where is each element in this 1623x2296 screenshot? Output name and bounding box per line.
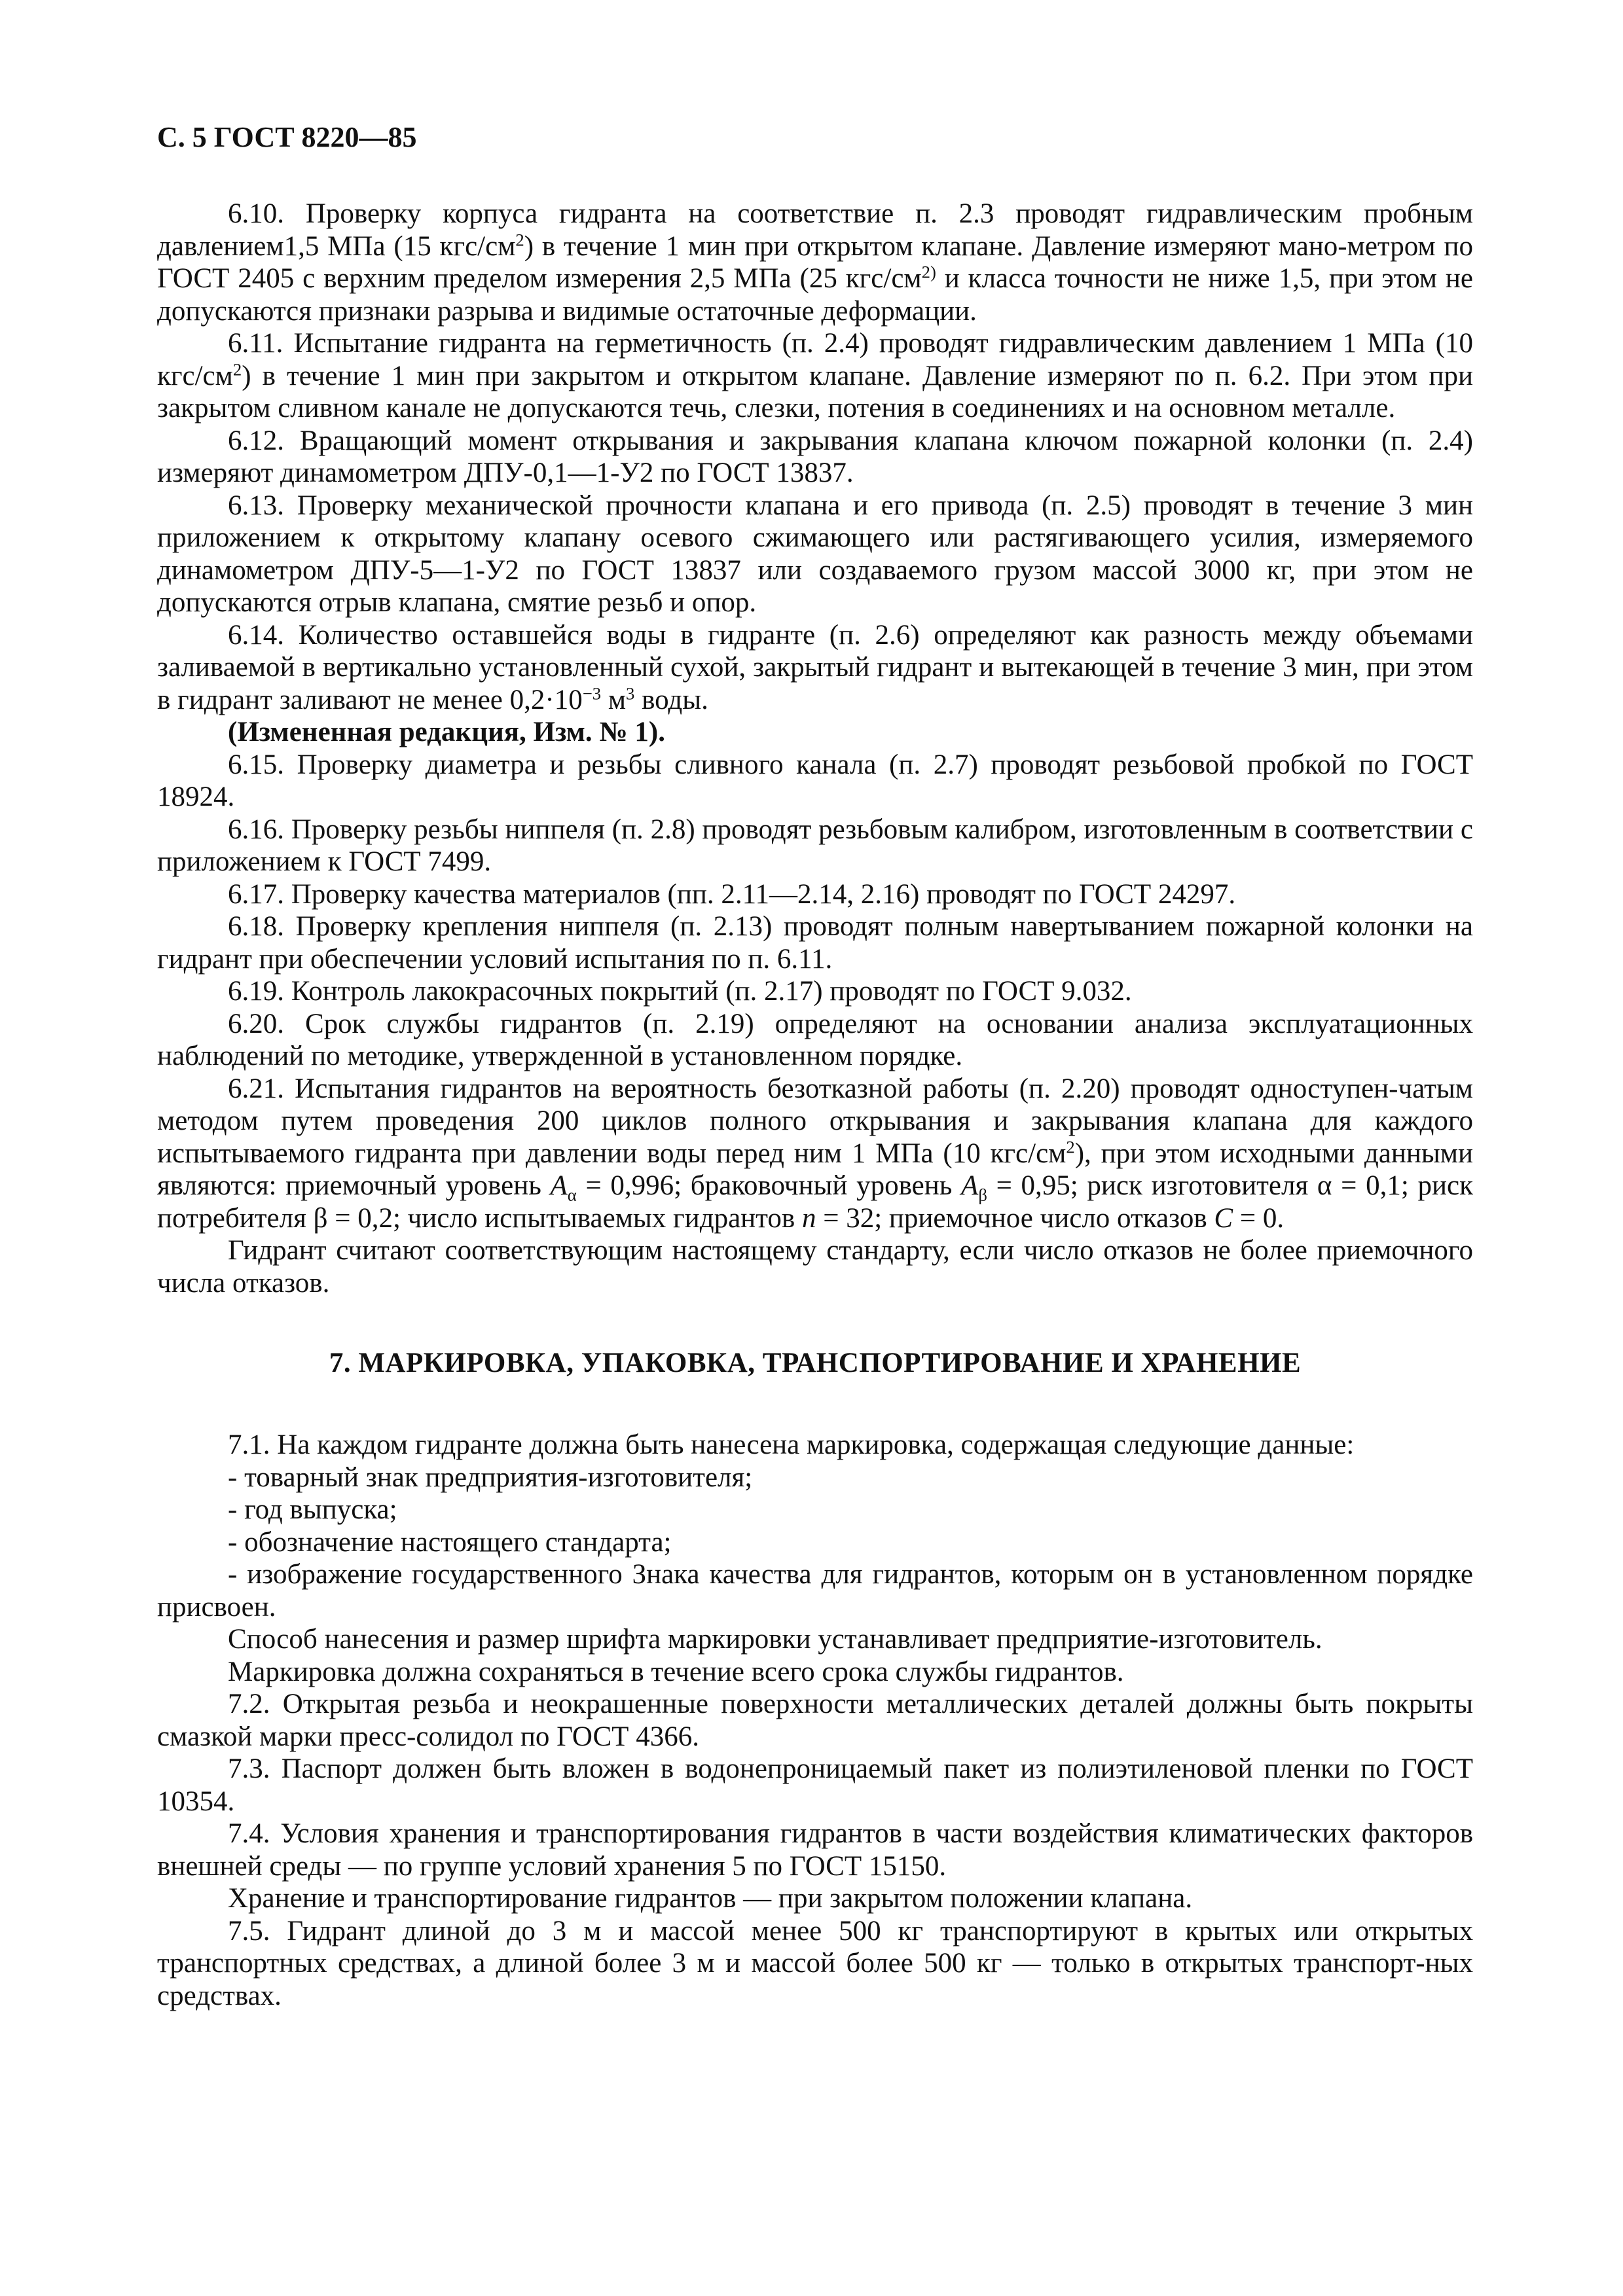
paragraph-7-5: 7.5. Гидрант длиной до 3 м и массой менее 500 кг транспортируют в крытых или открытых транспортных средствах, а длиной более 3 м и массой более 500 кг — только в открытых транспорт-ных средствах. [157,1915,1473,2011]
paragraph-6-11: 6.11. Испытание гидранта на герметичность (п. 2.4) проводят гидравлическим давлением 1 МПа (10 кгс/$см^2$) в течение 1 мин при закрытом и открытом клапане. Давление измеряют по п. 6.2. При этом при закрытом сливном канале не допускаются течь, слезки, потения в соединениях и на основном металле. [157,328,1473,423]
paragraph-7-2: 7.2. Открытая резьба и неокрашенные поверхности металлических деталей должны быть покрыты смазкой марки пресс-солидол по ГОСТ 4366. [157,1689,1473,1752]
paragraph-6-21: 6.21. Испытания гидрантов на вероятность безотказной работы (п. 2.20) проводят одноступен-чатым методом путем проведения 200 циклов полного открывания и закрывания клапана для каждого испытываемого гидранта при давлении воды перед ним 1 МПа (10 кгс/$см^2$), при этом исходными данными являются: приемочный уровень $A_\alpha = 0,996$; браковочный уровень $A_\beta = 0,95$; риск изготовителя α = 0,1; риск потребителя β = 0,2; число испытываемых гидрантов n = 32; приемочное число отказов C = 0. [157,1073,1473,1234]
paragraph-6-15: 6.15. Проверку диаметра и резьбы сливного канала (п. 2.7) проводят резьбовой пробкой по ГОСТ 18924. [157,749,1473,812]
section-7-title: 7. МАРКИРОВКА, УПАКОВКА, ТРАНСПОРТИРОВАНИЕ И ХРАНЕНИЕ [329,1348,1302,1378]
paragraph-6-10: 6.10. Проверку корпуса гидранта на соответствие п. 2.3 проводят гидравлическим пробным давлением1,5 МПа (15 кгс/$см^2$) в течение 1 мин при открытом клапане. Давление измеряют мано-метром по ГОСТ 2405 с верхним пределом измерения 2,5 МПа (25 кгс/$см^{2)}$ и класса точности не ниже 1,5, при этом не допускаются признаки разрыва и видимые остаточные деформации. [157,198,1473,327]
paragraph-6-14: 6.14. Количество оставшейся воды в гидранте (п. 2.6) определяют как разность между объемами заливаемой в вертикально установленный сухой, закрытый гидрант и вытекающей в течение 3 мин, при этом в гидрант заливают не менее $0,2\cdot 10^{-3}$ $м^3$ воды. [157,619,1473,715]
paragraph-6-17: 6.17. Проверку качества материалов (пп. 2.11—2.14, 2.16) проводят по ГОСТ 24297. [228,878,1236,910]
list-item: - год выпуска; [228,1494,397,1525]
list-item: - обозначение настоящего стандарта; [228,1526,672,1558]
paragraph-7-1-method: Способ нанесения и размер шрифта маркировки устанавливает предприятие-изготовитель. [228,1624,1322,1655]
paragraph-6-21-conclusion: Гидрант считают соответствующим настоящему стандарту, если число отказов не более приемочного числа отказов. [157,1235,1473,1299]
document-page [157,118,1473,2012]
paragraph-6-18: 6.18. Проверку крепления ниппеля (п. 2.13) проводят полным навертыванием пожарной колонки на гидрант при обеспечении условий испытания по п. 6.11. [157,911,1473,975]
paragraph-7-1: 7.1. На каждом гидранте должна быть нанесена маркировка, содержащая следующие данные: [228,1429,1355,1460]
paragraph-7-4: 7.4. Условия хранения и транспортирования гидрантов в части воздействия климатических факторов внешней среды — по группе условий хранения 5 по ГОСТ 15150. [157,1818,1473,1882]
list-item: - изображение государственного Знака качества для гидрантов, которым он в установленном порядке присвоен. [157,1559,1473,1623]
paragraph-6-19: 6.19. Контроль лакокрасочных покрытий (п. 2.17) проводят по ГОСТ 9.032. [228,976,1132,1007]
paragraph-6-16: 6.16. Проверку резьбы ниппеля (п. 2.8) проводят резьбовым калибром, изготовленным в соответствии с приложением к ГОСТ 7499. [157,814,1473,877]
paragraph-7-1-durability: Маркировка должна сохраняться в течение всего срока службы гидрантов. [228,1656,1124,1687]
paragraph-7-3: 7.3. Паспорт должен быть вложен в водонепроницаемый пакет из полиэтиленовой пленки по ГОСТ 10354. [157,1753,1473,1817]
paragraph-6-20: 6.20. Срок службы гидрантов (п. 2.19) определяют на основании анализа эксплуатационных наблюдений по методике, утвержденной в установленном порядке. [157,1008,1473,1071]
list-item: - товарный знак предприятия-изготовителя; [228,1462,753,1493]
paragraph-6-13: 6.13. Проверку механической прочности клапана и его привода (п. 2.5) проводят в течение 3 мин приложением к открытому клапану осевого сжимающего или растягивающего усилия, измеряемого динамометром ДПУ-5—1-У2 по ГОСТ 13837 или создаваемого грузом массой 3000 кг, при этом не допускаются отрыв клапана, смятие резьб и опор. [157,490,1473,618]
paragraph-7-4-storage: Хранение и транспортирование гидрантов — при закрытом положении клапана. [228,1883,1193,1914]
page-header: С. 5 ГОСТ 8220—85 [157,121,417,153]
amendment-note: (Измененная редакция, Изм. № 1). [228,717,665,747]
paragraph-6-12: 6.12. Вращающий момент открывания и закрывания клапана ключом пожарной колонки (п. 2.4) измеряют динамометром ДПУ-0,1—1-У2 по ГОСТ 13837. [157,425,1473,488]
